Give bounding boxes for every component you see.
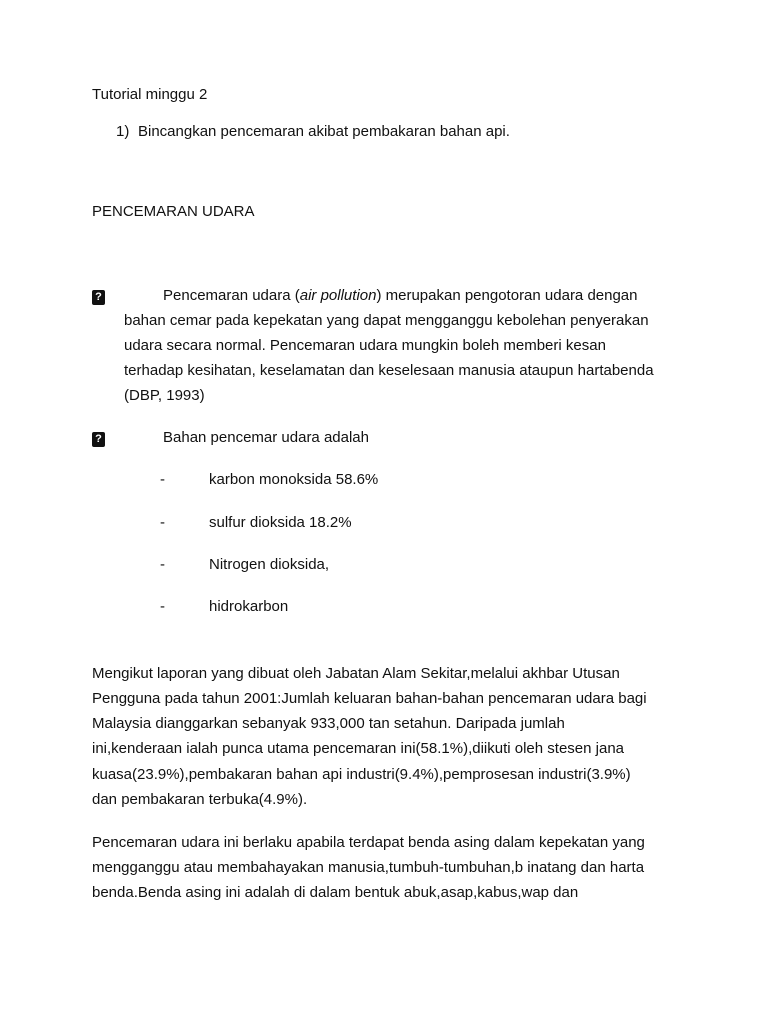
bullet1-lead-after: ) merupakan pengotoran udara dengan: [376, 287, 638, 304]
bullet1-line5: (DBP, 1993): [124, 387, 205, 404]
list-dash: -: [160, 471, 165, 488]
list-dash: -: [160, 514, 165, 531]
bullet1-lead-line: [163, 287, 638, 304]
bullet1-line2: bahan cemar pada kepekatan yang dapat mengganggu kebolehan penyerakan: [124, 312, 649, 329]
paragraph1-line: Malaysia dianggarkan sebanyak 933,000 tan setahun. Daripada jumlah: [92, 715, 565, 732]
paragraph2-line: Pencemaran udara ini berlaku apabila terdapat benda asing dalam kepekatan yang: [92, 834, 645, 851]
document-title: Tutorial minggu 2: [92, 86, 208, 103]
bullet-glyph-icon: ?: [92, 290, 105, 305]
paragraph1-line: Pengguna pada tahun 2001:Jumlah keluaran bahan-bahan pencemaran udara bagi: [92, 690, 647, 707]
list-dash: -: [160, 556, 165, 573]
bullet1-line3: udara secara normal. Pencemaran udara mungkin boleh memberi kesan: [124, 337, 606, 354]
paragraph2-line: benda.Benda asing ini adalah di dalam bentuk abuk,asap,kabus,wap dan: [92, 884, 579, 901]
pollutant-item: sulfur dioksida 18.2%: [209, 514, 352, 531]
section-heading: PENCEMARAN UDARA: [92, 203, 255, 220]
paragraph1-line: kuasa(23.9%),pembakaran bahan api industri(9.4%),pemprosesan industri(3.9%): [92, 766, 631, 783]
bullet1-line4: terhadap kesihatan, keselamatan dan keselesaan manusia ataupun hartabenda: [124, 362, 654, 379]
bullet2-lead: Bahan pencemar udara adalah: [163, 429, 369, 446]
paragraph1-line: dan pembakaran terbuka(4.9%).: [92, 791, 308, 808]
pollutant-item: Nitrogen dioksida,: [209, 556, 330, 573]
paragraph1-line: ini,kenderaan ialah punca utama pencemaran ini(58.1%),diikuti oleh stesen jana: [92, 740, 625, 757]
list-dash: -: [160, 598, 165, 615]
question-number: 1): [116, 123, 130, 140]
question-text: Bincangkan pencemaran akibat pembakaran bahan api.: [138, 123, 510, 140]
pollutant-item: karbon monoksida 58.6%: [209, 471, 379, 488]
paragraph1-line: Mengikut laporan yang dibuat oleh Jabatan Alam Sekitar,melalui akhbar Utusan: [92, 665, 620, 682]
bullet1-lead-italic: air pollution: [299, 287, 377, 304]
bullet1-lead-before: Pencemaran udara (: [163, 287, 300, 304]
pollutant-item: hidrokarbon: [209, 598, 289, 615]
paragraph2-line: mengganggu atau membahayakan manusia,tumbuh-tumbuhan,b inatang dan harta: [92, 859, 645, 876]
bullet-glyph-icon: ?: [92, 432, 105, 447]
